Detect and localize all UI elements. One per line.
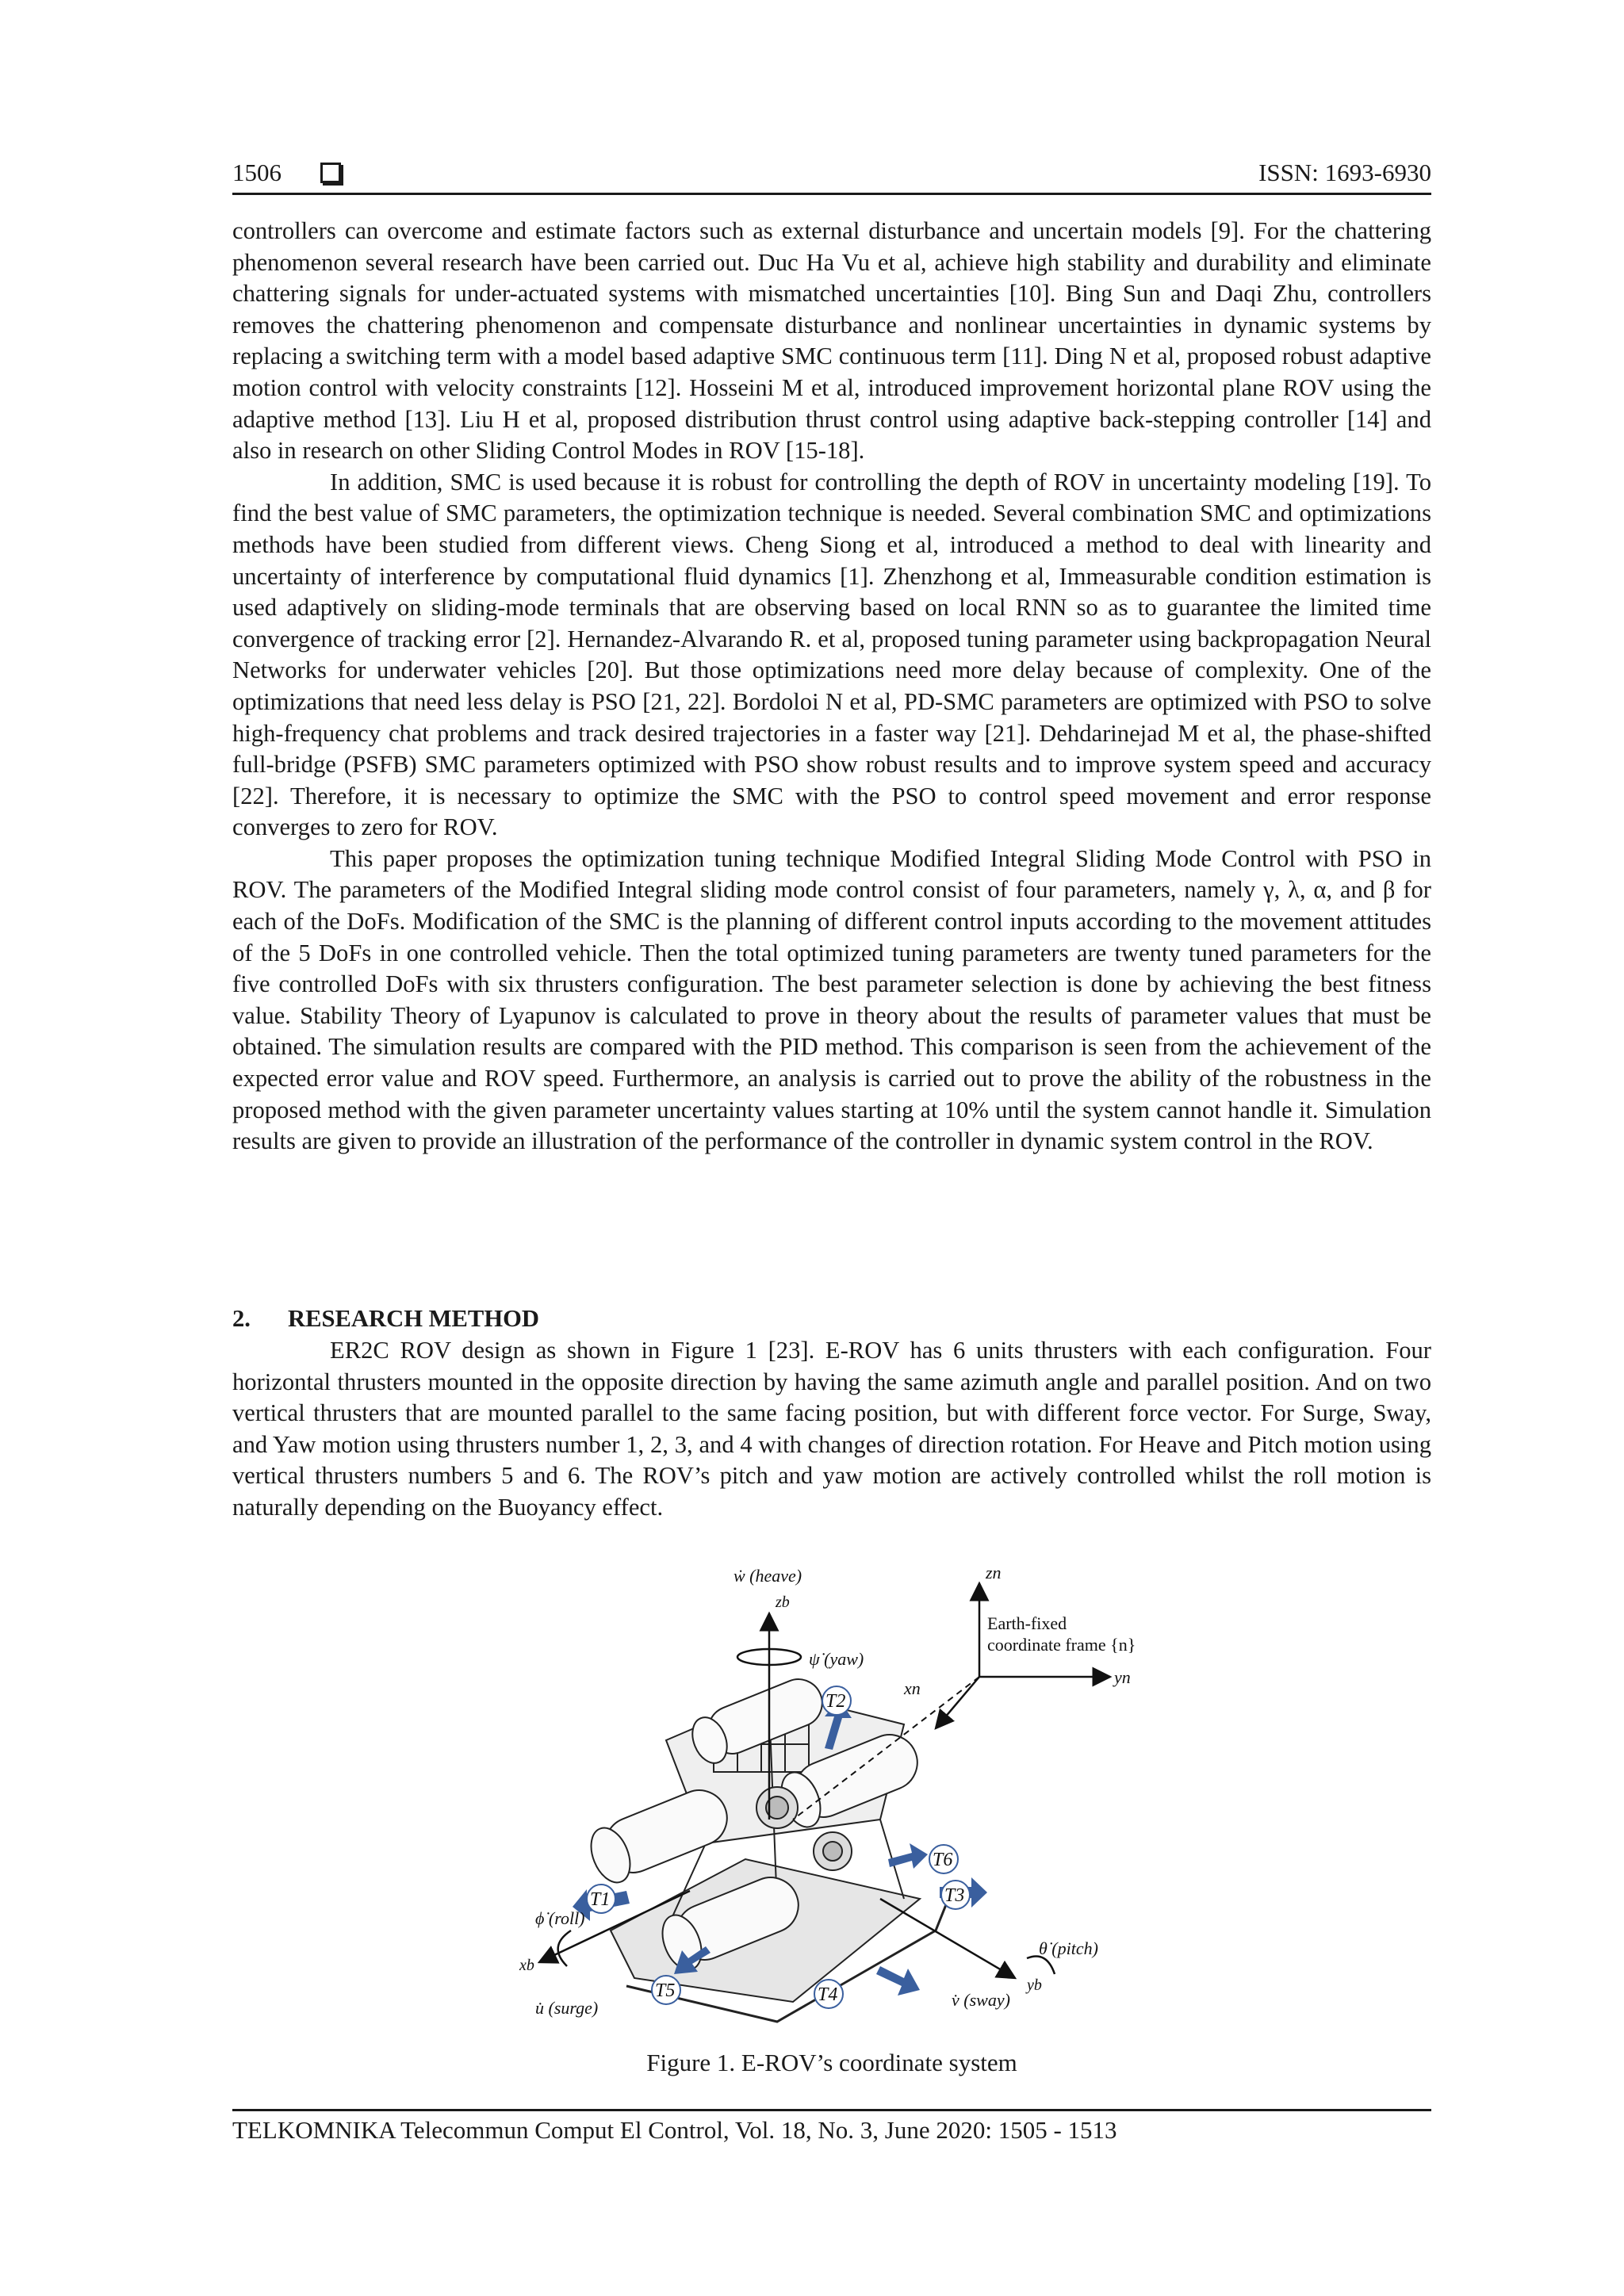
section-body <box>232 1335 1431 1524</box>
thruster-label-t3: T3 <box>944 1885 965 1906</box>
section-title: RESEARCH METHOD <box>288 1305 540 1332</box>
checkbox-square-icon <box>320 163 341 183</box>
section-number: 2. <box>232 1305 251 1332</box>
label-zb: zb <box>776 1594 790 1611</box>
rov-body <box>584 1672 952 2022</box>
label-xb: xb <box>519 1957 534 1974</box>
label-sway: v̇ (sway) <box>952 1990 1010 2010</box>
footer-citation: TELKOMNIKA Telecommun Comput El Control, Vol. 18, No. 3, June 2020: 1505 - 1513 <box>232 2116 1117 2144</box>
page-number: 1506 <box>232 159 282 186</box>
label-yn: yn <box>1114 1667 1131 1687</box>
label-yaw: ψ̇ (yaw) <box>809 1649 864 1669</box>
section-heading <box>232 1303 1431 1335</box>
label-heave: ẇ (heave) <box>733 1566 802 1586</box>
thruster-label-t5: T5 <box>655 1980 676 2001</box>
thruster-label-t1: T1 <box>590 1889 611 1910</box>
issn: ISSN: 1693-6930 <box>1258 159 1431 186</box>
label-earth-line1: Earth-fixed <box>987 1613 1067 1633</box>
figure-caption: Figure 1. E-ROV’s coordinate system <box>646 2049 1017 2076</box>
footer-rule <box>232 2109 1431 2111</box>
paragraph-2: In addition, SMC is used because it is robust for controlling the depth of ROV in uncertainty modeling [19]. To find the best value of SMC parameters, the optimization technique is needed. Several combination SMC and optimizations methods have been studied from different views. Cheng Siong et al, introduced a method to deal with linearity and uncertainty of interference by computational fluid dynamics [1]. Zhenzhong et al, Immeasurable condition estimation is used adaptively on sliding-mode terminals that are observing based on local RNN so as to guarantee the limited time convergence of tracking error [2]. Hernandez-Alvarando R. et al, proposed tuning parameter using backpropagation Neural Networks for underwater vehicles [20]. But those optimizations need more delay because of complexity. One of the optimizations that need less delay is PSO [21, 22]. Bordoloi N et al, PD-SMC parameters are optimized with PSO to solve high-frequency chat problems and track desired trajectories in a faster way [21]. Dehdarinejad M et al, the phase-shifted full-bridge (PSFB) SMC parameters optimized with PSO show robust results and to improve system speed and accuracy [22]. Therefore, it is necessary to optimize the SMC with the PSO to control speed movement and error response converges to zero for ROV. <box>232 468 1431 841</box>
header-rule <box>232 193 1431 195</box>
thruster-label-t6: T6 <box>933 1850 953 1870</box>
figure-rov-coordinate-system <box>508 1558 1166 2030</box>
thruster-label-t2: T2 <box>825 1691 846 1712</box>
label-roll: ϕ̇ (roll) <box>535 1908 585 1928</box>
label-zn: zn <box>986 1563 1002 1582</box>
thruster-arrow-t4 <box>876 1966 920 1996</box>
label-earth-line2: coordinate frame {n} <box>987 1635 1136 1655</box>
label-pitch: θ̇ (pitch) <box>1039 1938 1098 1958</box>
paragraph-3: This paper proposes the optimization tuning technique Modified Integral Sliding Mode Control with PSO in ROV. The parameters of the Modified Integral sliding mode control consist of four parameters, namely γ, λ, α, and β for each of the DoFs. Modification of the SMC is the planning of different control inputs according to the movement attitudes of the 5 DoFs in one controlled vehicle. Then the total optimized tuning parameters are twenty tuned parameters for the five controlled DoFs with six thrusters configuration. The best parameter selection is done by achieving the best fitness value. Stability Theory of Lyapunov is calculated to prove in theory about the results of parameter values that must be obtained. The simulation results are compared with the PID method. This comparison is seen from the achievement of the expected error value and ROV speed. Furthermore, an analysis is carried out to prove the ability of the robustness in the proposed method with the given parameter uncertainty values starting at 10% until the system cannot handle it. Simulation results are given to provide an illustration of the performance of the controller in dynamic system control in the ROV. <box>232 844 1431 1155</box>
thruster-arrow-t6 <box>888 1843 928 1869</box>
paragraph-1: controllers can overcome and estimate factors such as external disturbance and uncertain models [9]. For the chattering phenomenon several research have been carried out. Duc Ha Vu et al, achieve high stability and durability and eliminate chattering signals for under-actuated systems with mismatched uncertainties [10]. Bing Sun and Daqi Zhu, controllers removes the chattering phenomenon and compensate disturbance and nonlinear uncertainties in dynamic systems by replacing a switching term with a model based adaptive SMC continuous term [11]. Ding N et al, proposed robust adaptive motion control with velocity constraints [12]. Hosseini M et al, introduced improvement horizontal plane ROV using the adaptive method [13]. Liu H et al, proposed distribution thrust control using adaptive back-stepping controller [14] and also in research on other Sliding Control Modes in ROV [15-18]. <box>232 217 1431 465</box>
page-header <box>232 155 1431 190</box>
rov-diagram <box>508 1558 1166 2030</box>
section-paragraph: ER2C ROV design as shown in Figure 1 [23]. E-ROV has 6 units thrusters with each configuration. Four horizontal thrusters mounted in the opposite direction by having the same azimuth angle and parallel position. And on two vertical thrusters that are mounted parallel to the same facing position, but with different force vector. For Surge, Sway, and Yaw motion using thrusters number 1, 2, 3, and 4 with changes of direction rotation. For Heave and Pitch motion using vertical thrusters numbers 5 and 6. The ROV’s pitch and yaw motion are actively controlled whilst the roll motion is naturally depending on the Buoyancy effect. <box>232 1337 1431 1521</box>
label-xn: xn <box>904 1678 921 1698</box>
body-text <box>232 216 1431 1158</box>
label-surge: u̇ (surge) <box>535 1998 599 2018</box>
label-yb: yb <box>1027 1976 1042 1994</box>
thruster-label-t4: T4 <box>818 1984 838 2005</box>
